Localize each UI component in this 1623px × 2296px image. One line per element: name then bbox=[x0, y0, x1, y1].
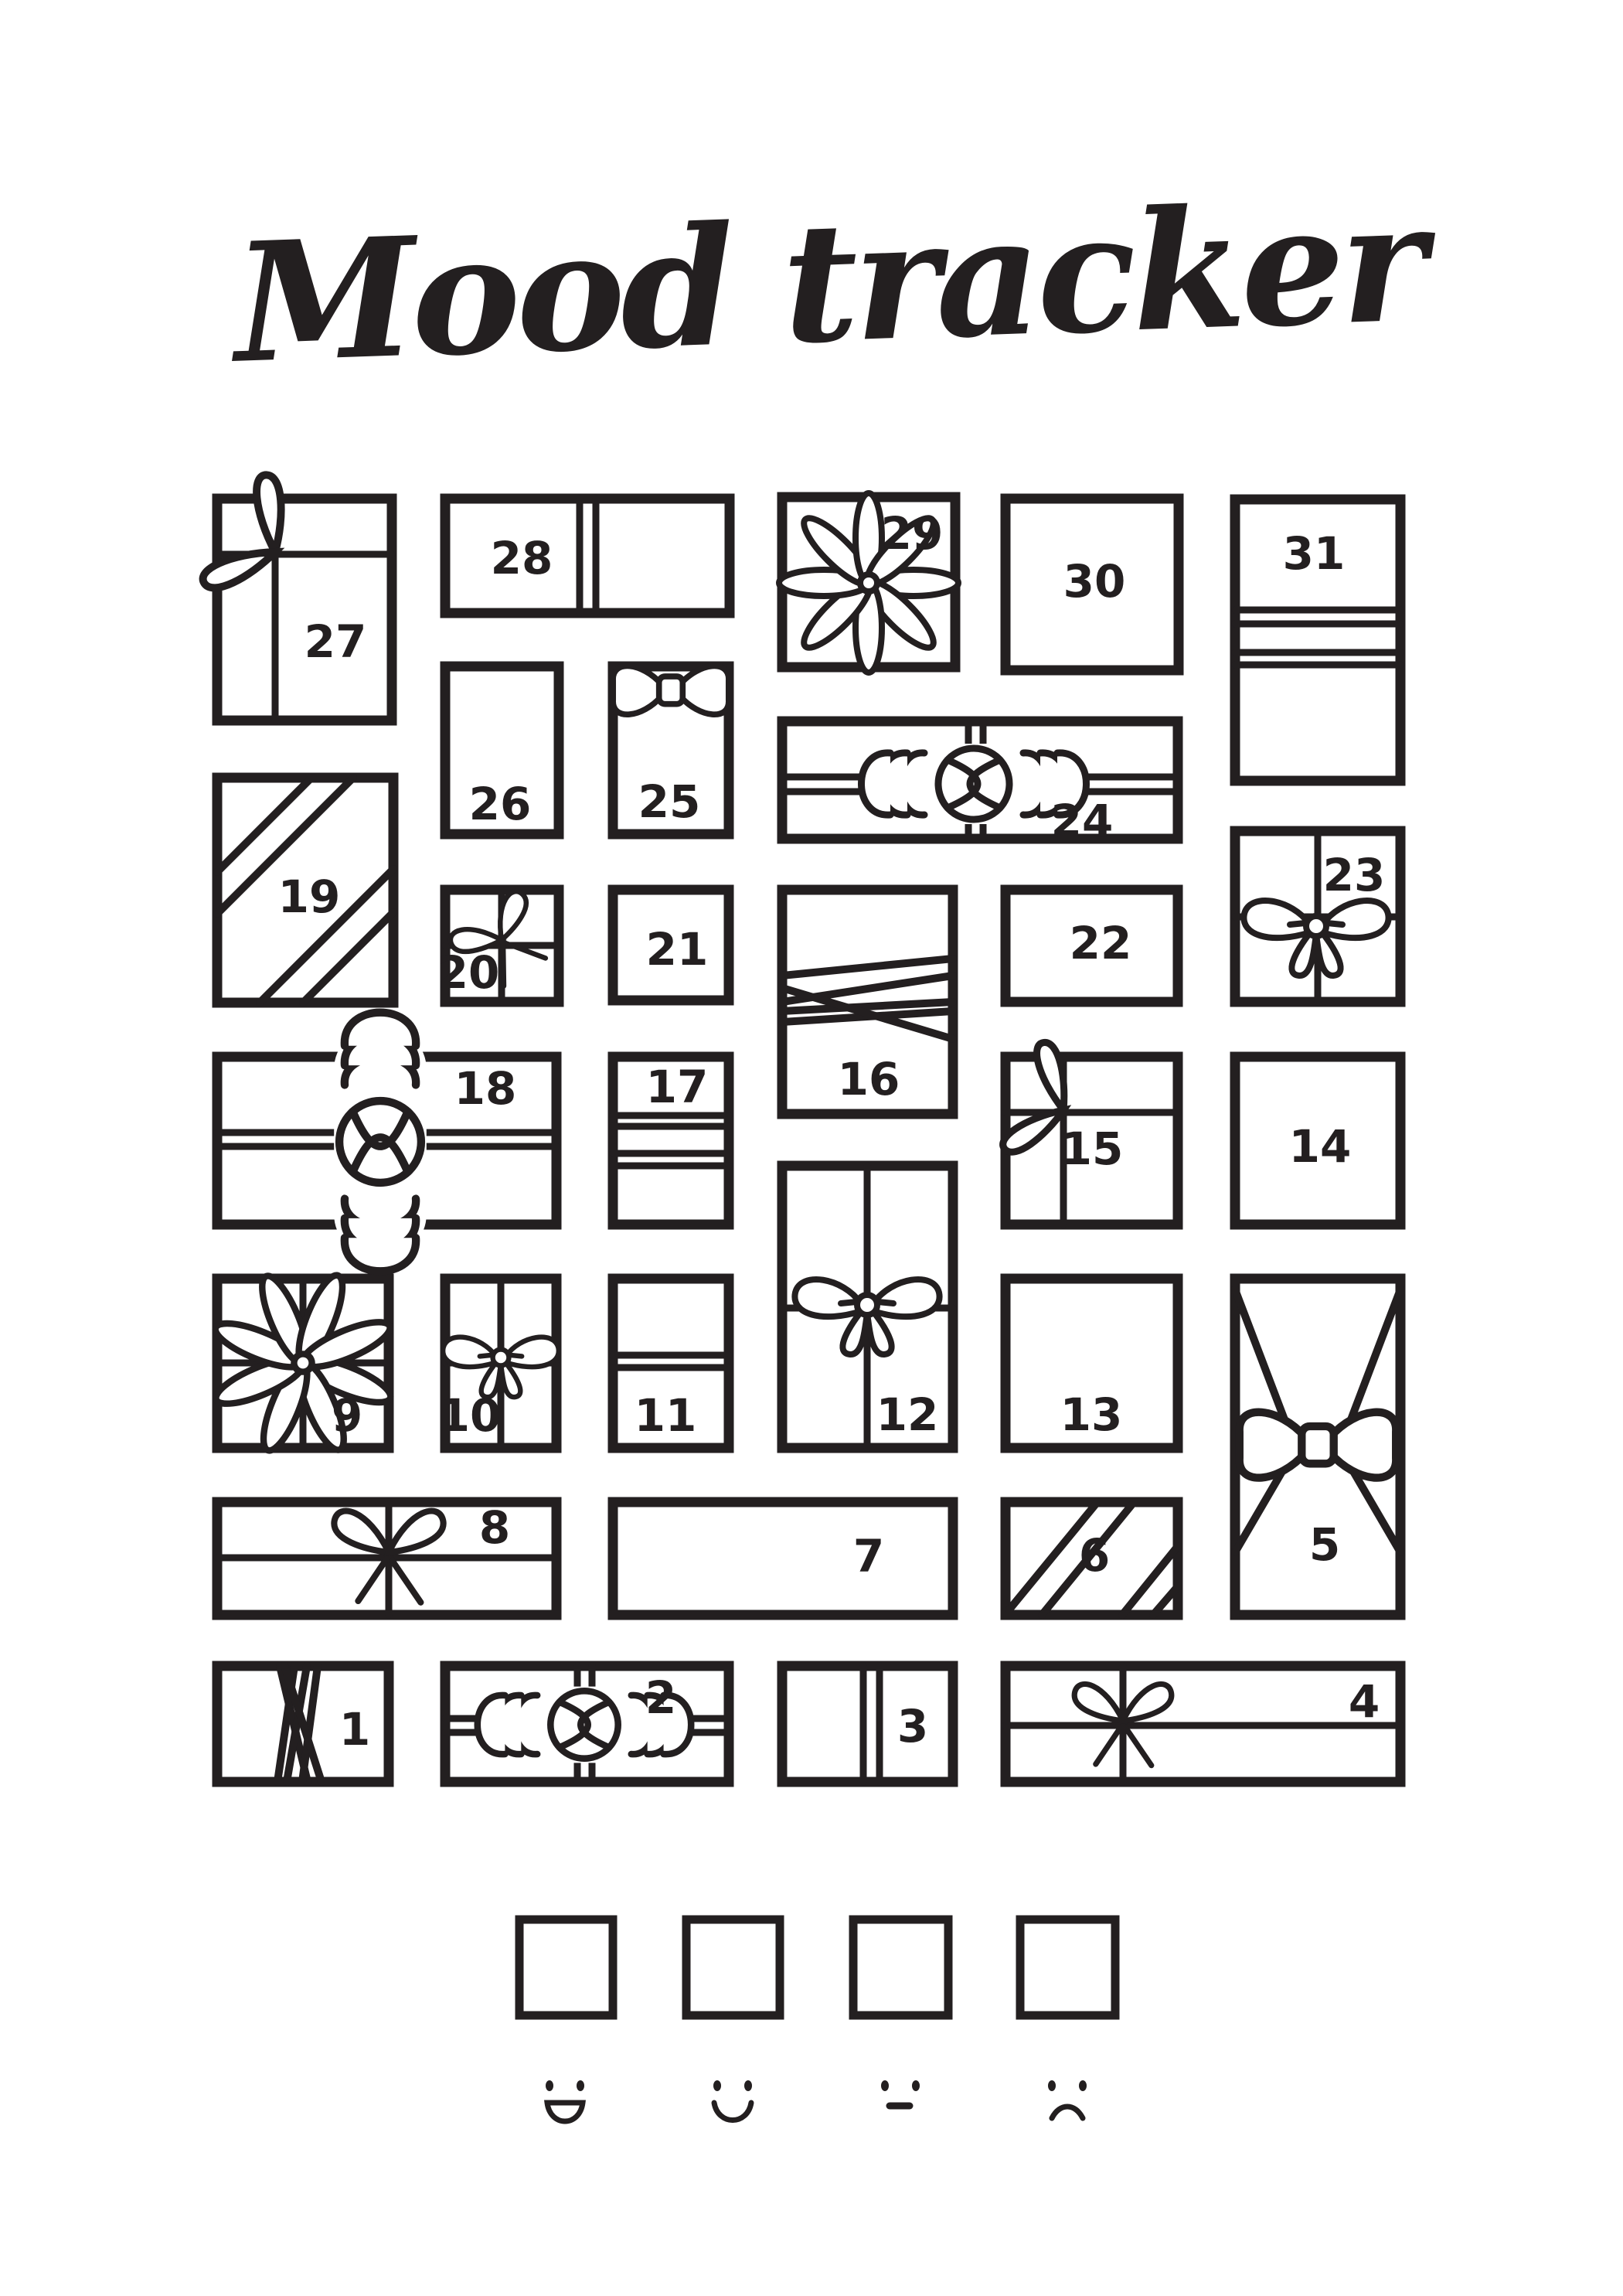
box-number-4: 4 bbox=[1348, 1675, 1380, 1728]
gift-box-4[interactable] bbox=[1005, 1666, 1400, 1782]
gift-box-19[interactable] bbox=[217, 778, 393, 1003]
box-number-5: 5 bbox=[1308, 1518, 1341, 1571]
box-number-12: 12 bbox=[876, 1388, 939, 1441]
gift-box-13[interactable] bbox=[1005, 1279, 1178, 1448]
box-number-24: 24 bbox=[1050, 795, 1114, 847]
box-number-31: 31 bbox=[1282, 527, 1346, 580]
box-number-22: 22 bbox=[1069, 917, 1132, 969]
sad-face-icon bbox=[1048, 2080, 1087, 2118]
gift-box-6[interactable] bbox=[1005, 1502, 1178, 1615]
box-number-6: 6 bbox=[1078, 1529, 1111, 1582]
laugh-face-icon bbox=[546, 2080, 584, 2121]
box-number-18: 18 bbox=[454, 1062, 517, 1115]
gift-box-18[interactable] bbox=[217, 1013, 556, 1272]
gift-box-22[interactable] bbox=[1005, 890, 1178, 1002]
gift-box-31[interactable] bbox=[1235, 499, 1400, 781]
gift-box-2[interactable] bbox=[445, 1666, 729, 1782]
gift-box-5[interactable] bbox=[1235, 1279, 1400, 1615]
gift-box-17[interactable] bbox=[613, 1057, 729, 1225]
box-number-11: 11 bbox=[634, 1389, 697, 1442]
box-number-8: 8 bbox=[478, 1501, 511, 1554]
gift-box-3[interactable] bbox=[782, 1666, 953, 1782]
box-number-14: 14 bbox=[1288, 1120, 1352, 1173]
mood-square-3[interactable] bbox=[853, 1920, 948, 2015]
box-number-1: 1 bbox=[339, 1703, 371, 1756]
box-number-10: 10 bbox=[438, 1389, 502, 1442]
box-number-16: 16 bbox=[837, 1053, 900, 1105]
box-number-29: 29 bbox=[880, 507, 944, 560]
gift-box-11[interactable] bbox=[613, 1279, 729, 1448]
gift-box-21[interactable] bbox=[613, 890, 729, 1000]
box-number-9: 9 bbox=[331, 1389, 363, 1442]
box-number-7: 7 bbox=[852, 1530, 885, 1582]
gift-box-28[interactable] bbox=[445, 499, 730, 613]
box-number-17: 17 bbox=[645, 1061, 709, 1113]
box-number-23: 23 bbox=[1322, 849, 1386, 901]
gift-box-24[interactable] bbox=[782, 721, 1178, 847]
mood-square-2[interactable] bbox=[686, 1920, 780, 2015]
box-number-30: 30 bbox=[1063, 555, 1126, 608]
gift-box-29[interactable] bbox=[779, 493, 958, 673]
gift-box-30[interactable] bbox=[1005, 499, 1179, 670]
box-number-28: 28 bbox=[490, 532, 553, 584]
box-number-2: 2 bbox=[645, 1671, 677, 1724]
gift-box-1[interactable] bbox=[217, 1666, 389, 1782]
box-number-19: 19 bbox=[277, 870, 341, 923]
page-title: Mood tracker bbox=[231, 165, 1425, 400]
gift-box-28-outline[interactable] bbox=[445, 499, 730, 613]
gift-box-20[interactable] bbox=[437, 888, 560, 1002]
gift-box-14[interactable] bbox=[1235, 1057, 1400, 1225]
box-number-20: 20 bbox=[437, 946, 500, 999]
box-number-3: 3 bbox=[897, 1700, 929, 1753]
gift-box-8[interactable] bbox=[217, 1501, 556, 1615]
gift-box-27[interactable] bbox=[181, 472, 392, 720]
box-number-26: 26 bbox=[468, 778, 532, 830]
box-number-27: 27 bbox=[304, 615, 367, 668]
gift-box-7[interactable] bbox=[613, 1502, 953, 1615]
gift-box-10[interactable] bbox=[439, 1279, 559, 1448]
mood-square-1[interactable] bbox=[519, 1920, 613, 2015]
gift-box-27-outline[interactable] bbox=[217, 499, 392, 720]
gift-box-25[interactable] bbox=[613, 666, 729, 834]
box-number-13: 13 bbox=[1060, 1388, 1123, 1441]
gift-box-9[interactable] bbox=[180, 1240, 425, 1485]
mood-square-4[interactable] bbox=[1020, 1920, 1115, 2015]
gift-box-16[interactable] bbox=[782, 890, 953, 1114]
gift-box-15[interactable] bbox=[971, 1039, 1178, 1225]
gift-box-12[interactable] bbox=[782, 1166, 953, 1448]
box-number-25: 25 bbox=[638, 775, 701, 828]
neutral-face-icon bbox=[881, 2080, 920, 2106]
gift-box-23[interactable] bbox=[1235, 831, 1400, 1002]
box-number-21: 21 bbox=[645, 923, 709, 976]
gift-box-26[interactable] bbox=[445, 666, 559, 834]
box-number-15: 15 bbox=[1060, 1122, 1124, 1175]
knot-v-icon bbox=[334, 1013, 427, 1272]
gift-box-7-outline[interactable] bbox=[613, 1502, 953, 1615]
smile-face-icon bbox=[713, 2080, 752, 2121]
